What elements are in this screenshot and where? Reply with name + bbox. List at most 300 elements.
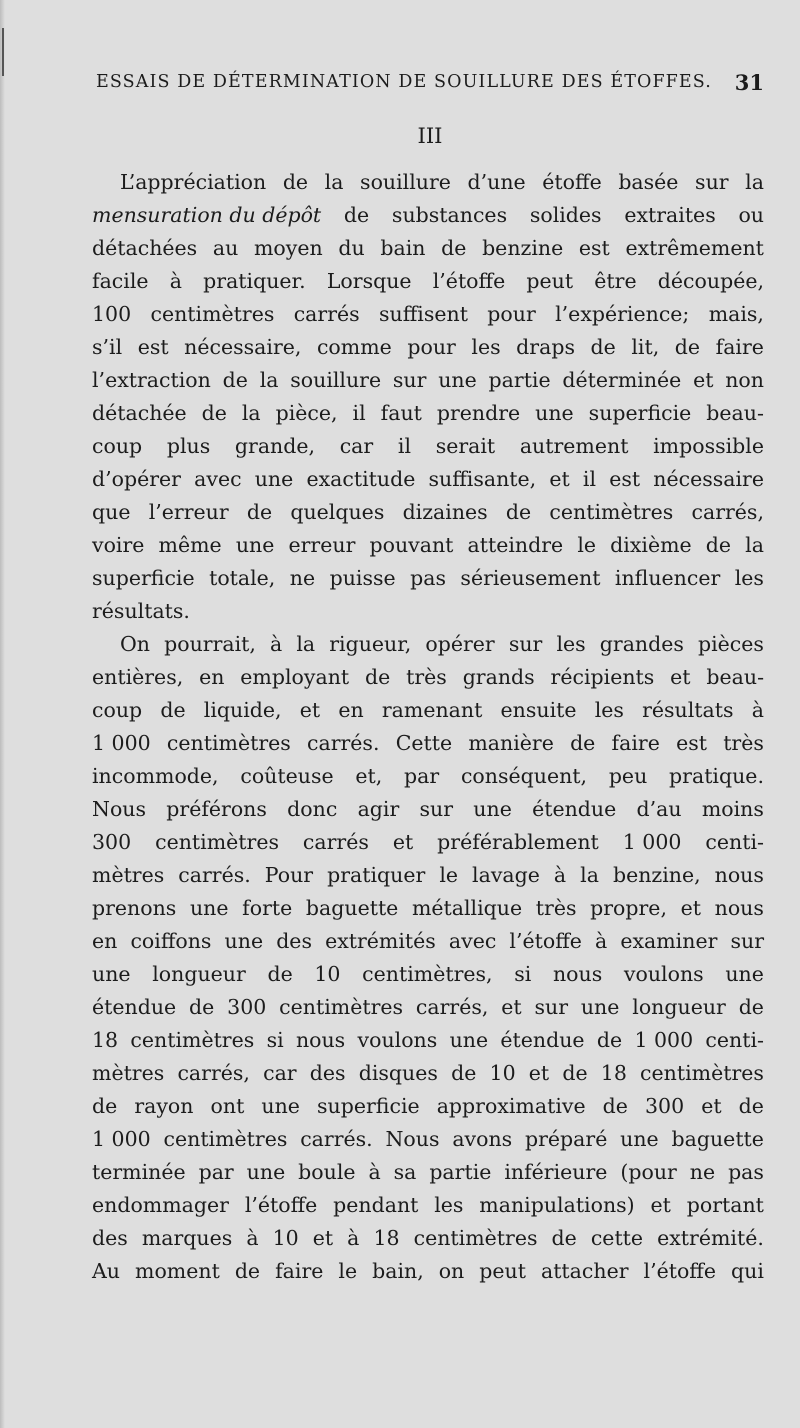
word: centimètres [413,1226,538,1250]
word: cette [590,1226,644,1250]
word: nécessaire, [184,335,302,359]
word: la [241,401,261,425]
word: très [406,665,447,689]
word: centimètres [150,302,275,326]
word: nous [714,896,764,920]
word: préférons [166,797,267,821]
word: pour [407,335,456,359]
word: est [137,335,169,359]
word: à [751,698,764,722]
word: d’au [636,797,682,821]
word: ensuite [500,698,577,722]
word: 18 [92,1028,119,1052]
word: Nous [92,797,147,821]
word: de [234,1259,261,1283]
text-line [92,331,764,364]
word: et [312,1226,334,1250]
word: de [160,698,186,722]
word: carrés. [307,731,380,755]
word: la [324,170,344,194]
word: les [734,566,764,590]
word: de [189,995,215,1019]
word: substances [391,203,508,227]
word: pratique. [669,764,764,788]
word: par [198,1160,234,1184]
word: nous [714,863,764,887]
word: mais, [708,302,764,326]
word: manière [468,731,554,755]
word: la [745,170,764,194]
word: centimètres [640,1061,764,1085]
word: quelques [290,500,385,524]
word: ou [738,203,764,227]
text-line [92,496,764,529]
word: pièces [697,632,764,656]
word: exactitude [306,467,416,491]
word: détachées [92,236,198,260]
word: car [263,1061,297,1085]
word: disques [358,1061,438,1085]
word: de [505,500,532,524]
word: grands [462,665,535,689]
word: lavage [472,863,540,887]
word: de [365,665,391,689]
word: centimètres [130,1028,255,1052]
word: extrêmement [625,236,764,260]
word: 100 [92,302,132,326]
word: il [352,401,366,425]
text-line [92,595,764,628]
word: mensuration du dépôt [92,203,322,227]
word: étendue [532,797,617,821]
text-line [92,1090,764,1123]
word: centimètres [166,731,291,755]
text-line [92,1057,764,1090]
word: prendre [436,401,521,425]
word: peu [608,764,648,788]
word: à [368,1160,381,1184]
text-line [92,826,764,859]
section-heading: III [417,124,443,148]
word: bain, [372,1259,424,1283]
word: à [246,1226,259,1250]
word: souillure [290,368,382,392]
paragraph [92,166,764,628]
word: bain [380,236,426,260]
word: il [582,467,597,491]
word: marques [141,1226,233,1250]
word: qui [731,1259,764,1283]
word: et [549,467,570,491]
word: dixième [610,533,692,557]
word: métallique [411,896,523,920]
word: plus [166,434,211,458]
word: beau- [706,665,764,689]
word: étendue [500,1028,585,1052]
word: pratiquer. [203,269,306,293]
word: en [338,698,364,722]
word: l’extraction [92,368,211,392]
word: l’étoffe [643,1259,716,1283]
word: une [246,1160,286,1184]
word: conséquent, [460,764,588,788]
word: longueur [152,962,246,986]
word: de [441,236,467,260]
word: extraites [624,203,716,227]
word: puisse [329,566,396,590]
word: beau- [706,401,764,425]
word: lit, [631,335,660,359]
word: et [501,995,522,1019]
word: 10 [272,1226,299,1250]
word: Au [92,1259,121,1283]
text-line [92,1123,764,1156]
word: une [449,1028,489,1052]
word: être [594,269,637,293]
word: centimètres [279,995,404,1019]
binding-mark [2,28,4,76]
text-line [92,1189,764,1222]
word: employant [240,665,350,689]
word: de [201,401,227,425]
word: impossible [653,434,764,458]
word: baguette [671,1127,764,1151]
word: ont [210,1094,245,1118]
word: souillure [360,170,451,194]
word: faut [380,401,422,425]
word: le [439,863,459,887]
word: d’opérer [92,467,181,491]
word: avec [194,467,242,491]
text-line [92,892,764,925]
text-line [92,760,764,793]
word: pendant [333,1193,419,1217]
word: préférablement [437,830,599,854]
word: rigueur, [329,632,412,656]
word: on [438,1259,465,1283]
word: rayon [134,1094,194,1118]
word: benzine [482,236,564,260]
word: en [92,929,118,953]
word: voulons [357,1028,438,1052]
word: très [723,731,764,755]
word: ne [689,1160,716,1184]
word: propre, [590,896,667,920]
word: de [705,533,732,557]
word: car [339,434,374,458]
word: faire [611,731,660,755]
text-line [92,694,764,727]
word: centimètres, [362,962,493,986]
word: en [199,665,225,689]
word: partie [429,1160,492,1184]
word: draps [516,335,575,359]
word: une [535,401,574,425]
word: le [338,1259,358,1283]
word: à [595,929,608,953]
word: de [738,1094,764,1118]
word: de [551,1226,577,1250]
word: (pour [620,1160,677,1184]
word: une [224,929,264,953]
word: serait [435,434,496,458]
word: longueur [632,995,726,1019]
word: l’étoffe [244,1193,318,1217]
word: opérer [425,632,495,656]
text-line [92,463,764,496]
word: de [738,995,764,1019]
word: peut [526,269,574,293]
word: à [270,632,283,656]
word: facile [92,269,149,293]
word: est [578,236,610,260]
word: voire [92,533,145,557]
word: à [169,269,182,293]
text-line [92,727,764,760]
word: du [338,236,365,260]
word: étendue [92,995,177,1019]
word: de [451,1061,477,1085]
page-number: 31 [734,70,764,95]
body-text [92,166,764,1288]
word: 300 [92,830,132,854]
word: partie [488,368,551,392]
word: 1 000 [92,1127,151,1151]
text-line [92,1222,764,1255]
word: et [392,830,414,854]
word: de [343,203,370,227]
word: dizaines [402,500,488,524]
text-line [92,628,764,661]
word: une [92,962,131,986]
word: que [92,500,131,524]
word: déterminée [562,368,682,392]
word: l’expérience; [555,302,690,326]
word: attacher [540,1259,629,1283]
word: et [680,896,701,920]
word: nous [552,962,603,986]
word: les [471,335,501,359]
word: prenons [92,896,177,920]
word: voulons [623,962,704,986]
word: l’étoffe [509,929,582,953]
word: moins [701,797,764,821]
word: avec [448,929,497,953]
word: une [438,368,477,392]
word: faire [275,1259,324,1283]
word: L’appréciation [120,170,267,194]
word: sa [393,1160,417,1184]
word: à [553,863,567,887]
word: carrés. [300,1127,373,1151]
word: pouvant [369,533,454,557]
word: liquide, [203,698,282,722]
word: totale, [209,566,276,590]
word: de [674,335,701,359]
word: basée [618,170,679,194]
word: boule [298,1160,356,1184]
page-header [96,70,764,102]
word: et [299,698,321,722]
text-line [92,661,764,694]
word: sur [419,797,454,821]
word: sur [508,632,543,656]
word: suffisante, [428,467,537,491]
word: des [92,1226,128,1250]
word: étoffe [542,170,602,194]
word: coûteuse [240,764,334,788]
word: résultats [642,698,734,722]
word: ramenant [381,698,483,722]
word: centimètres [155,830,279,854]
word: et [693,368,714,392]
text-line [92,298,764,331]
word: moment [135,1259,220,1283]
word: pourrait, [164,632,256,656]
word: résultats. [92,599,190,623]
word: terminée [92,1160,186,1184]
word: le [577,533,597,557]
word: une [254,467,294,491]
word: et [701,1094,722,1118]
word: de [602,1094,628,1118]
word: 1 000 [634,1028,694,1052]
word: 18 [373,1226,400,1250]
word: mètres [92,1061,165,1085]
word: baguette [305,896,399,920]
text-line [92,1024,764,1057]
word: donc [287,797,338,821]
word: 1 000 [92,731,151,755]
word: 300 [645,1094,685,1118]
running-title: ESSAIS DE DÉTERMINATION DE SOUILLURE DES ÉTOFFES. [96,72,712,92]
word: avons [452,1127,513,1151]
word: centimètres [163,1127,288,1151]
word: les [556,632,586,656]
text-line [92,859,764,892]
word: pas [410,566,446,590]
word: faire [715,335,764,359]
word: 10 [489,1061,516,1085]
word: incommode, [92,764,219,788]
word: d’une [467,170,526,194]
word: autrement [519,434,629,458]
word: de [570,731,596,755]
word: grande, [234,434,316,458]
word: coup [92,434,143,458]
word: ne [289,566,316,590]
word: endommager [92,1193,229,1217]
text-line [92,430,764,463]
word: suffisent [379,302,468,326]
word: et, [355,764,383,788]
word: de [222,368,248,392]
word: centi- [705,1028,764,1052]
word: centi- [705,830,764,854]
word: si [266,1028,284,1052]
word: des [309,1061,346,1085]
word: coiffons [130,929,212,953]
word: atteindre [467,533,564,557]
word: pratiquer [327,863,426,887]
word: au [212,236,239,260]
text-line [92,562,764,595]
word: extrémités [325,929,436,953]
text-line [92,1255,764,1288]
word: s’il [92,335,123,359]
text-line [92,958,764,991]
word: carrés. [178,863,251,887]
text-line [92,1156,764,1189]
word: comme [316,335,392,359]
word: sur [730,929,764,953]
word: agir [357,797,400,821]
word: les [594,698,624,722]
word: la [745,533,764,557]
word: à [347,1226,360,1250]
word: de [267,962,293,986]
word: sur [534,995,568,1019]
word: détachée [92,401,187,425]
word: mètres [92,863,165,887]
word: carrés, [691,500,764,524]
word: nécessaire [653,467,764,491]
word: coup [92,698,143,722]
word: des [276,929,312,953]
word: découpée, [657,269,764,293]
word: sur [392,368,427,392]
word: Cette [395,731,453,755]
word: sur [695,170,729,194]
word: une [473,797,512,821]
word: 10 [314,962,341,986]
word: peut [479,1259,526,1283]
text-line [92,364,764,397]
word: préparé [525,1127,608,1151]
word: pièce, [275,401,338,425]
text-line [92,991,764,1024]
word: moyen [253,236,323,260]
word: 18 [600,1061,627,1085]
word: erreur [288,533,356,557]
word: portant [686,1193,764,1217]
word: une [189,896,229,920]
word: grandes [599,632,684,656]
word: carrés, [177,1061,250,1085]
word: Pour [264,863,314,887]
word: de [590,335,616,359]
word: l’erreur [148,500,229,524]
word: entières, [92,665,184,689]
word: approximative [436,1094,586,1118]
word: Lorsque [326,269,412,293]
word: récipients [550,665,655,689]
word: une [235,533,275,557]
word: la [296,632,316,656]
word: par [404,764,440,788]
text-line [92,529,764,562]
word: très [535,896,577,920]
word: une [261,1094,300,1118]
text-line [92,166,764,199]
word: et [670,665,691,689]
word: de [92,1094,118,1118]
word: sérieusement [460,566,601,590]
word: l’étoffe [432,269,506,293]
word: pour [487,302,536,326]
word: et [650,1193,671,1217]
word: 300 [227,995,267,1019]
